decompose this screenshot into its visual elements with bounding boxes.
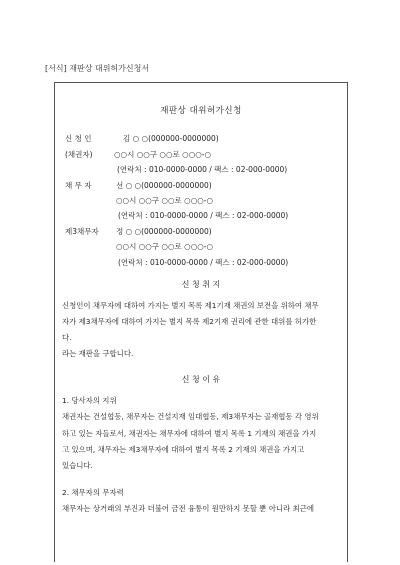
debtor-label: 채 무 자 xyxy=(65,181,92,190)
document-frame xyxy=(54,82,348,562)
reason-line: 하고 있는 자들로서, 채권자는 채무자에 대하여 별지 목록 1 기재의 채권을 가지 xyxy=(62,429,317,438)
debtor-name: 선 ○ ○(000000-0000000) xyxy=(116,181,212,190)
reason-heading: 신 청 이 유 xyxy=(181,375,221,384)
reason-line: 채권자는 건설협동, 채무자는 건설지재 임대협동, 제3채무자는 골재협동 각 영위 xyxy=(62,412,319,421)
reason-subheading: 1. 당사자의 지위 xyxy=(62,396,117,405)
third-debtor-label: 제3채무자 xyxy=(65,227,99,236)
form-label: [서식] 재판상 대위허가신청서 xyxy=(45,64,150,73)
purpose-heading: 신 청 취 지 xyxy=(181,280,221,289)
applicant-label: 신 청 인 xyxy=(65,134,92,143)
applicant-address: ○○시 ○○구 ○○로 ○○○-○ xyxy=(114,150,212,159)
reason-line: 있습니다. xyxy=(62,461,93,470)
reason-subheading: 2. 채무자의 무자력 xyxy=(62,488,124,497)
applicant-contact: (연락처 : 010-0000-0000 / 팩스 : 02-000-0000) xyxy=(117,165,288,174)
debtor-address: ○○시 ○○구 ○○로 ○○○-○ xyxy=(116,196,214,205)
third-debtor-name: 정 ○ ○(000000-0000000) xyxy=(116,227,212,236)
purpose-line: 자가 제3채무자에 대하여 가지는 별지 목록 제2기재 권리에 관한 대위를 허가한 xyxy=(62,317,317,326)
purpose-line: 라는 재판을 구합니다. xyxy=(62,349,134,358)
reason-line: 채무자는 상거래의 부진과 더불어 금전 융통이 원만하지 못할 뿐 아니라 최근에 xyxy=(62,504,314,513)
third-debtor-contact: (연락처 : 010-0000-0000 / 팩스 : 02-000-0000) xyxy=(118,258,289,267)
purpose-line: 신청인이 채무자에 대하여 가지는 별지 목록 제1기재 채권의 보전을 위하여 채무 xyxy=(62,301,319,310)
document-title: 재판상 대위허가신청 xyxy=(160,106,242,116)
third-debtor-address: ○○시 ○○구 ○○로 ○○○-○ xyxy=(116,242,214,251)
debtor-contact: (연락처 : 010-0000-0000 / 팩스 : 02-000-0000) xyxy=(118,211,289,220)
reason-line: 고 있으며, 채무자는 제3채무자에 대하여 별지 목록 2 기재의 채권을 가지고 xyxy=(62,445,305,454)
applicant-name: 김 ○ ○(000000-0000000) xyxy=(123,134,219,143)
purpose-line: 다. xyxy=(62,333,72,342)
creditor-label: (채권자) xyxy=(65,150,93,159)
